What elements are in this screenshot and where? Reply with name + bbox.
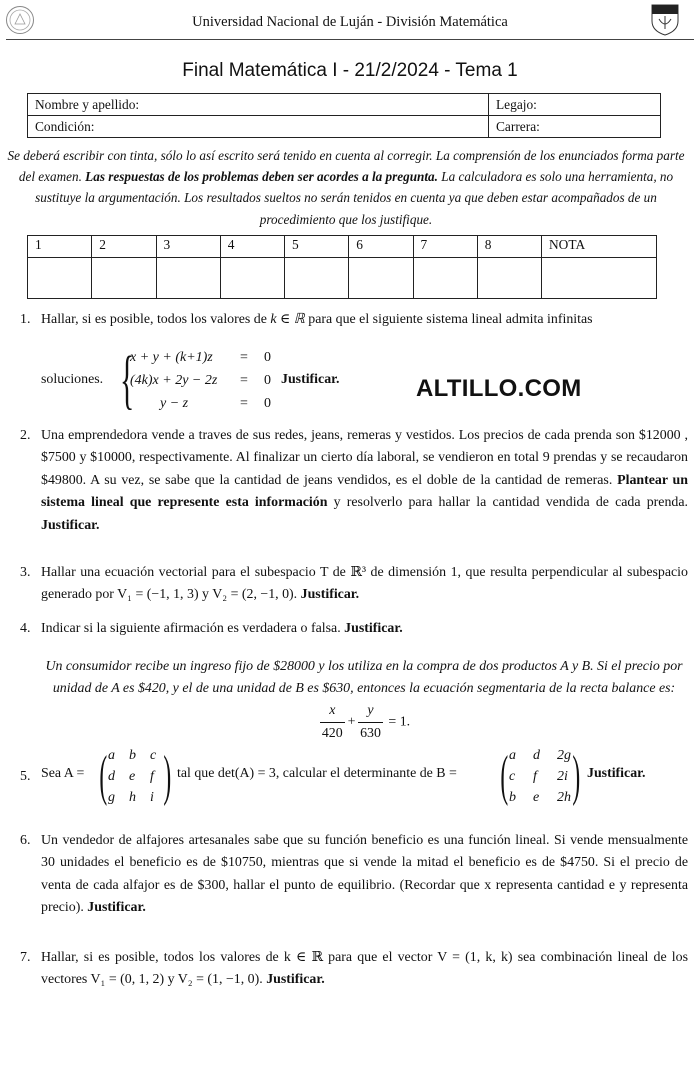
- matrix-entry: a: [509, 748, 516, 763]
- question-6: [20, 830, 688, 920]
- q4-justify: Justificar.: [344, 621, 403, 636]
- system-row: x + y + (k+1)z = 0: [130, 350, 271, 365]
- grade-score-cell[interactable]: [92, 258, 156, 299]
- q2-bold: Plantear un sistema lineal que represente esta información: [41, 472, 688, 511]
- altillo-watermark: ALTILLO.COM: [416, 375, 582, 402]
- grade-score-cell[interactable]: [28, 258, 92, 299]
- matrix-entry: e: [533, 790, 540, 805]
- right-paren: ): [163, 745, 172, 807]
- carrera-field[interactable]: Carrera:: [489, 116, 661, 138]
- fraction-x-420: $\frac{x}{420}$: [320, 700, 345, 745]
- matrix-entry: d: [108, 769, 115, 784]
- matrix-entry: c: [509, 769, 516, 784]
- matrix-b-entries: [509, 746, 575, 810]
- q2-justify: Justificar.: [41, 517, 100, 533]
- grade-header-cell: 3: [156, 236, 220, 258]
- grade-header-cell: NOTA: [542, 236, 657, 258]
- q1-var: k ∈ ℝ: [270, 312, 305, 327]
- left-paren: (: [99, 745, 108, 807]
- system-row: (4k)x + 2y − 2z = 0: [130, 373, 271, 388]
- q7-justify: Justificar.: [266, 972, 325, 988]
- question-number: 5.: [20, 769, 31, 784]
- instructions-part1: Se deberá escribir con tinta, sólo lo así escrito será tenido en cuenta al corregir. La comprensión de los enunciados forma parte del examen.: [7, 148, 685, 185]
- math-division-shield-logo: [650, 3, 680, 37]
- grade-header-cell: 2: [92, 236, 156, 258]
- question-number: 7.: [20, 950, 31, 965]
- grade-header-cell: 6: [349, 236, 413, 258]
- matrix-a-entries: [108, 746, 166, 810]
- matrix-entry: h: [129, 790, 136, 805]
- q5-mid: tal que det(A) = 3, calcular el determinante de B =: [177, 766, 457, 781]
- grade-header-cell: 5: [285, 236, 349, 258]
- name-field[interactable]: Nombre y apellido:: [28, 94, 489, 116]
- q5-sea: Sea A =: [41, 766, 85, 781]
- matrix-entry: a: [108, 748, 115, 763]
- grade-score-cell[interactable]: [413, 258, 477, 299]
- matrix-entry: i: [150, 790, 154, 805]
- q7-text: Hallar, si es posible, todos los valores de k ∈ ℝ para que el vector V = (1, k, k) sea combinación lineal de los vectores V₁ = (0, 1, 2) y V₂ = (1, −1, 0).: [41, 950, 688, 988]
- question-7: [20, 947, 688, 992]
- question-number: 3.: [20, 565, 31, 580]
- grade-score-cell[interactable]: [285, 258, 349, 299]
- matrix-b: [497, 746, 583, 810]
- matrix-entry: b: [509, 790, 516, 805]
- q6-justify: Justificar.: [87, 900, 146, 916]
- grade-header-cell: 8: [477, 236, 541, 258]
- matrix-entry: 2i: [557, 769, 568, 784]
- exam-title: Final Matemática I - 21/2/2024 - Tema 1: [182, 60, 518, 81]
- grade-header-cell: 4: [220, 236, 284, 258]
- matrix-entry: b: [129, 748, 136, 763]
- q4-statement-text: Un consumidor recibe un ingreso fijo de $28000 y los utiliza en la compra de dos productos A y B. Si el precio por unidad de A es $420, y el de una unidad de B es $630, entonces la ecuación segmentaria de la recta balance es:: [45, 659, 683, 696]
- matrix-entry: g: [108, 790, 115, 805]
- grade-score-cell[interactable]: [477, 258, 541, 299]
- q4-text: Indicar si la siguiente afirmación es verdadera o falsa.: [41, 621, 341, 636]
- question-number: 1.: [20, 312, 31, 327]
- fraction-y-630: $\frac{y}{630}$: [358, 700, 383, 745]
- q2-text: Una emprendedora vende a traves de sus redes, jeans, remeras y vestidos. Los precios de cada prenda son $12000 , $7500 y $10000, respectivamente. Al finalizar un cierto día laboral, se vendieron en total 9 prendas y se recaudaron $49800. A su vez, se sabe que la cantidad de jeans vendidos, es el doble de la cantidad de remeras.: [41, 428, 688, 488]
- legajo-field[interactable]: Legajo:: [489, 94, 661, 116]
- matrix-entry: f: [150, 769, 154, 784]
- matrix-entry: d: [533, 748, 540, 763]
- question-2: [20, 425, 688, 537]
- system-row: y − z = 0: [160, 396, 271, 411]
- header-rule: [6, 39, 694, 40]
- q1-soluciones: soluciones.: [41, 372, 104, 387]
- grade-score-cell[interactable]: [220, 258, 284, 299]
- question-4: [20, 618, 688, 640]
- matrix-entry: c: [150, 748, 157, 763]
- q3-justify: Justificar.: [300, 587, 360, 603]
- question-number: 4.: [20, 621, 31, 636]
- question-number: 2.: [20, 428, 31, 443]
- grade-header-cell: 7: [413, 236, 477, 258]
- instructions-bold: Las respuestas de los problemas deben ser acordes a la pregunta.: [85, 169, 438, 185]
- grade-score-cell[interactable]: [349, 258, 413, 299]
- grade-score-cell[interactable]: [156, 258, 220, 299]
- matrix-entry: 2h: [557, 790, 571, 805]
- instructions-note: [4, 145, 688, 230]
- q3-text: Hallar una ecuación vectorial para el subespacio T de ℝ³ de dimensión 1, que resulta perpendicular al subespacio generado por V₁ = (−1, 1, 3) y V₂ = (2, −1, 0).: [41, 565, 688, 603]
- question-3: [20, 562, 688, 607]
- question-1: [20, 309, 688, 331]
- grade-header-cell: 1: [28, 236, 92, 258]
- student-info-table: [27, 93, 661, 138]
- q2-text2: y resolverlo para hallar la cantidad vendida de cada prenda.: [333, 495, 688, 511]
- q1-text2: para que el siguiente sistema lineal admita infinitas: [308, 312, 593, 327]
- matrix-entry: e: [129, 769, 136, 784]
- matrix-entry: f: [533, 769, 537, 784]
- grade-table: [27, 235, 657, 299]
- q5-justify: Justificar.: [587, 766, 646, 781]
- system-brace: {: [120, 343, 135, 416]
- q1-text: Hallar, si es posible, todos los valores de: [41, 312, 267, 327]
- q4-statement: Un consumidor recibe un ingreso fijo de $28000 y los utiliza en la compra de dos productos A y B. Si el precio por unidad de A es $420, y el de una unidad de B es $630, entonces la ecuación segmentaria de la recta balance es: $\frac{x}{420}$ + $\frac{y}{630}$ = 1.: [40, 656, 688, 745]
- condicion-field[interactable]: Condición:: [28, 116, 489, 138]
- grade-score-cell[interactable]: [542, 258, 657, 299]
- matrix-entry: 2g: [557, 748, 571, 763]
- instructions-part3: La calculadora es solo una herramienta, no sustituye la argumentación. Los resultados sueltos no serán tenidos en cuenta ya que deben estar acompañados de un procedimiento que los justifique.: [35, 169, 674, 227]
- q4-eq-end: = 1.: [388, 714, 411, 730]
- q1-linear-system: [120, 345, 280, 421]
- university-header: Universidad Nacional de Luján - División Matemática: [192, 14, 508, 30]
- question-number: 6.: [20, 833, 31, 848]
- left-paren: (: [500, 745, 509, 807]
- q6-text: Un vendedor de alfajores artesanales sabe que su función beneficio es una función lineal. Si vende mensualmente 30 unidades el beneficio es de $10750, mientras que si vende la mitad el beneficio es de $4750. Si el precio de venta de cada alfajor es de $300, hallar el punto de equilibrio. (Recordar que x representa cantidad e y representa precio).: [41, 833, 688, 916]
- matrix-a: [96, 746, 174, 810]
- right-paren: ): [572, 745, 581, 807]
- q1-justify: Justificar.: [281, 372, 340, 387]
